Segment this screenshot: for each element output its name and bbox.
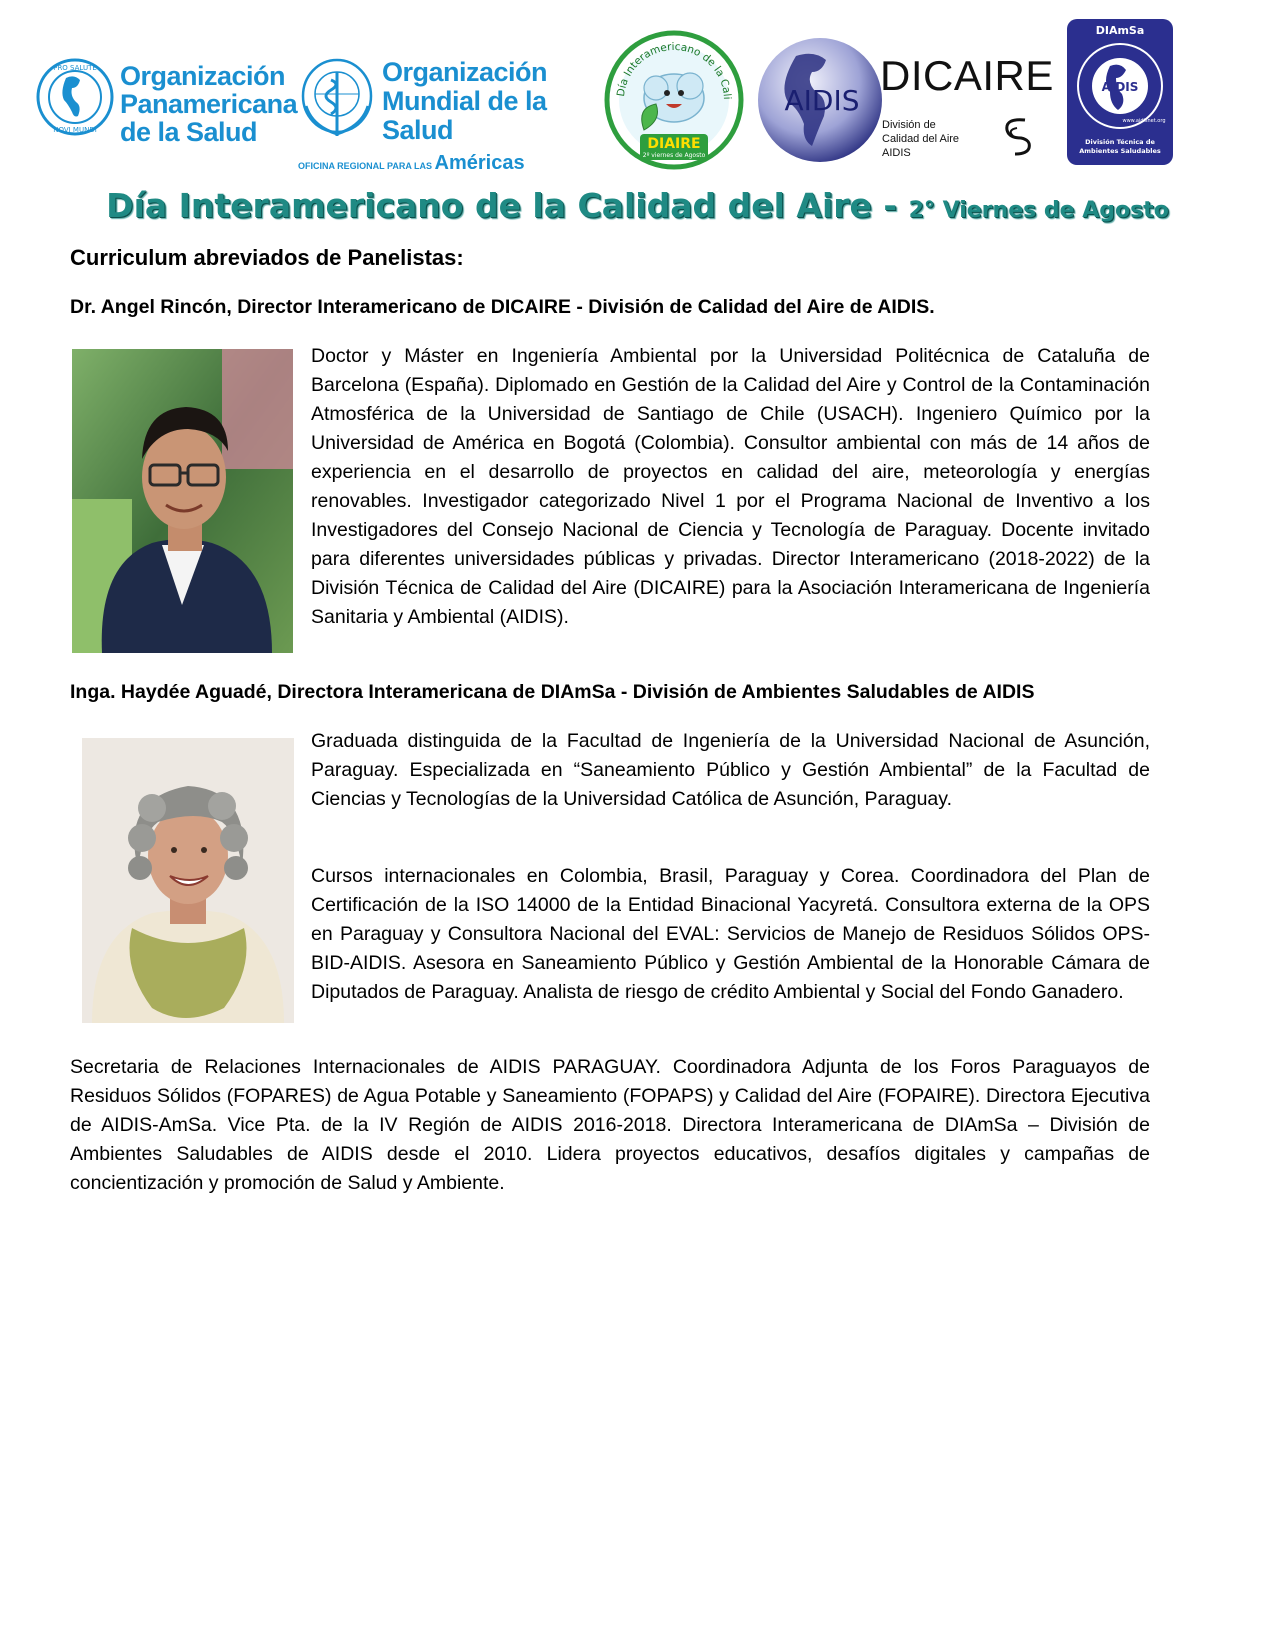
wind-swirl-icon <box>995 116 1037 156</box>
panelist-2-bio-education: Graduada distinguida de la Facultad de Ingeniería de la Universidad Nacional de Asunción, Paraguay. Especializada en “Saneamiento Público y Gestión Ambiental” de la Facultad de Ciencias y Tecnologías de la Universidad Católica de Asunción, Paraguay. <box>311 730 1150 810</box>
svg-text:División Técnica de: División Técnica de <box>1085 138 1155 146</box>
dicaire-name: DICAIRE <box>880 52 1054 99</box>
panelist-1-heading: Dr. Angel Rincón, Director Interamericano de DICAIRE - División de Calidad del Aire de AIDIS. <box>70 296 935 318</box>
dicaire-logo <box>880 52 1080 162</box>
portrait-man-icon <box>72 349 293 653</box>
diaire-logo <box>604 30 744 170</box>
ops-logo <box>36 58 298 158</box>
dicaire-line-3: AIDIS <box>882 147 911 159</box>
section-title: Curriculum abreviados de Panelistas: <box>70 245 464 270</box>
svg-text:Ambientes Saludables: Ambientes Saludables <box>1079 147 1161 155</box>
oms-sub-small: OFICINA REGIONAL PARA LAS <box>298 161 433 171</box>
panelist-2-photo <box>82 738 294 1023</box>
panelist-2-heading: Inga. Haydée Aguadé, Directora Interamericana de DIAmSa - División de Ambientes Saludables de AIDIS <box>70 681 1035 703</box>
diaire-badge-icon <box>604 30 744 170</box>
page-headline <box>0 186 1275 225</box>
diamsa-emblem-icon <box>1066 18 1174 166</box>
who-emblem-icon <box>298 56 376 144</box>
ops-seal-icon <box>36 58 114 136</box>
logo-row <box>30 18 1240 173</box>
svg-text:2º viernes de Agosto: 2º viernes de Agosto <box>642 152 706 159</box>
aidis-logo <box>756 36 884 164</box>
dicaire-line-2: Calidad del Aire <box>882 133 960 145</box>
panelist-1-bio: Doctor y Máster en Ingeniería Ambiental por la Universidad Politécnica de Cataluña de Barcelona (España). Diplomado en Gestión de la Calidad del Aire y Control de la Contaminación Atmosférica de la Universidad de Santiago de Chile (USACH). Ingeniero Químico por la Universidad de América en Bogotá (Colombia). Consultor ambiental con más de 14 años de experiencia en el desarrollo de proyectos en calidad del aire, meteorología y energías renovables. Investigador categorizado Nivel 1 por el Programa Nacional de Inventivo a los Investigadores del Consejo Nacional de Ciencia y Tecnología de Paraguay. Docente invitado para diferentes universidades públicas y privadas. Director Interamericano (2018-2022) de la División Técnica de Calidad del Aire (DICAIRE) para la Asociación Interamericana de Ingeniería Sanitaria y Ambiental (AIDIS). <box>311 345 1150 628</box>
oms-regional-office <box>298 152 525 175</box>
svg-text:DIAIRE: DIAIRE <box>647 136 701 152</box>
panelist-2-bio-roles: Secretaria de Relaciones Internacionales de AIDIS PARAGUAY. Coordinadora Adjunta de los Foros Paraguayos de Residuos Sólidos (FOPARES) de Agua Potable y Saneamiento (FOPAPS) y Calidad del Aire (FOPAIRE). Directora Ejecutiva de AIDIS-AmSa. Vice Pta. de la IV Región de AIDIS 2016-2018. Directora Interamericana de DIAmSa – División de Ambientes Saludables de AIDIS desde el 2010. Lidera proyectos educativos, desafíos digitales y campañas de concientización y promoción de Salud y Ambiente. <box>70 1056 1150 1194</box>
ops-name: Organización Panamericana de la Salud <box>120 61 298 147</box>
svg-text:DIAmSa: DIAmSa <box>1095 24 1145 37</box>
svg-text:www.aidisnet.org: www.aidisnet.org <box>1122 118 1166 124</box>
dicaire-line-1: División de <box>882 119 936 131</box>
oms-logo <box>298 56 568 174</box>
svg-text:AIDIS: AIDIS <box>784 84 860 117</box>
portrait-woman-icon <box>82 738 294 1023</box>
panelist-1-photo <box>72 349 293 653</box>
svg-text:AIDIS: AIDIS <box>1101 80 1139 94</box>
aidis-globe-icon <box>756 36 884 164</box>
headline-main: Día Interamericano de la Calidad del Aire - <box>106 186 909 225</box>
svg-text:Día Interamericano de la Calid: Día Interamericano de la Cali <box>615 40 734 100</box>
panelist-2-bio-courses: Cursos internacionales en Colombia, Brasil, Paraguay y Corea. Coordinadora del Plan de Certificación de la ISO 14000 de la Entidad Binacional Yacyretá. Consultora externa de la OPS en Paraguay y Consultora Nacional del EVAL: Servicios de Manejo de Residuos Sólidos OPS-BID-AIDIS. Asesora en Saneamiento Público y Gestión Ambiental de la Honorable Cámara de Diputados de Paraguay. Analista de riesgo de crédito Ambiental y Social del Fondo Ganadero. <box>311 865 1150 1003</box>
diamsa-logo <box>1066 18 1174 166</box>
oms-sub-americas: Américas <box>434 152 525 174</box>
headline-date: 2° Viernes de Agosto <box>908 198 1169 223</box>
dicaire-subtitle <box>882 118 959 160</box>
oms-name: Organización Mundial de la Salud <box>382 57 548 145</box>
svg-text:PRO SALUTE: PRO SALUTE <box>53 64 97 72</box>
svg-text:NOVI MUNDI: NOVI MUNDI <box>53 126 97 134</box>
